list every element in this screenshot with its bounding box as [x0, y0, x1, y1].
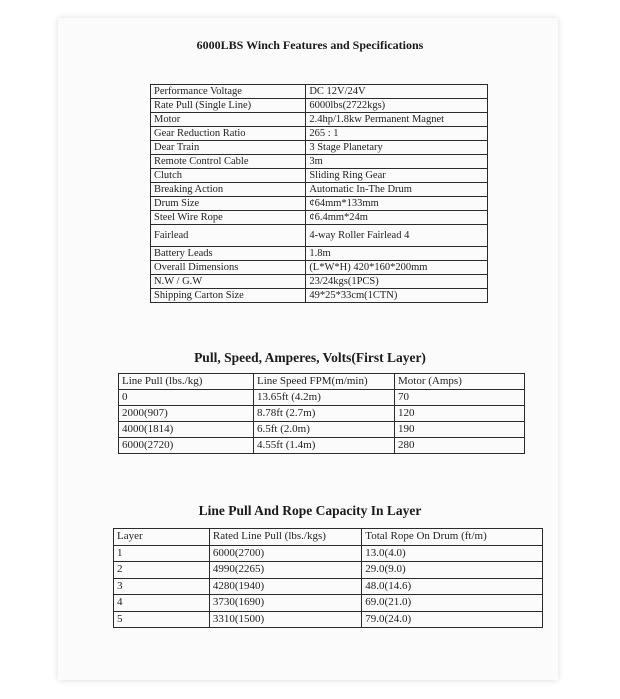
performance-row [119, 438, 525, 454]
spec-row [151, 127, 488, 141]
spec-row [151, 183, 488, 197]
performance-cell: 2000(907) [119, 406, 254, 422]
capacity-cell: 79.0(24.0) [362, 611, 543, 628]
performance-column-header: Line Speed FPM(m/min) [254, 374, 395, 390]
rope-capacity-table [113, 528, 543, 628]
spec-row [151, 289, 488, 303]
capacity-column-header: Layer [114, 529, 210, 546]
spec-row [151, 113, 488, 127]
spec-row [151, 169, 488, 183]
performance-header-row [119, 374, 525, 390]
performance-cell: 0 [119, 390, 254, 406]
performance-cell: 6.5ft (2.0m) [254, 422, 395, 438]
document-title: 6000LBS Winch Features and Specifications [196, 38, 424, 52]
spec-label: Fairlead [151, 225, 306, 247]
capacity-row [114, 611, 543, 628]
spec-value: 6000lbs(2722kgs) [306, 99, 488, 113]
capacity-row [114, 545, 543, 562]
performance-table-title: Pull, Speed, Amperes, Volts(First Layer) [194, 350, 426, 365]
capacity-column-header: Total Rope On Drum (ft/m) [362, 529, 543, 546]
capacity-row [114, 562, 543, 579]
spec-value: DC 12V/24V [306, 85, 488, 99]
spec-label: Dear Train [151, 141, 306, 155]
spec-value: 4-way Roller Fairlead 4 [306, 225, 488, 247]
spec-value: 49*25*33cm(1CTN) [306, 289, 488, 303]
capacity-header-row [114, 529, 543, 546]
capacity-column-header: Rated Line Pull (lbs./kgs) [209, 529, 361, 546]
capacity-cell: 4990(2265) [209, 562, 361, 579]
spec-value: 23/24kgs(1PCS) [306, 275, 488, 289]
capacity-cell: 1 [114, 545, 210, 562]
spec-row [151, 247, 488, 261]
performance-cell: 70 [395, 390, 525, 406]
spec-row [151, 197, 488, 211]
capacity-cell: 48.0(14.6) [362, 578, 543, 595]
spec-label: Gear Reduction Ratio [151, 127, 306, 141]
spec-value: 265 : 1 [306, 127, 488, 141]
capacity-table-title: Line Pull And Rope Capacity In Layer [198, 503, 422, 518]
spec-value: 3m [306, 155, 488, 169]
spec-value: 1.8m [306, 247, 488, 261]
performance-table [118, 373, 525, 454]
capacity-cell: 13.0(4.0) [362, 545, 543, 562]
spec-label: Shipping Carton Size [151, 289, 306, 303]
performance-row [119, 406, 525, 422]
spec-value: ȼ6.4mm*24m [306, 211, 488, 225]
spec-value: Automatic In-The Drum [306, 183, 488, 197]
spec-label: Clutch [151, 169, 306, 183]
spec-label: Battery Leads [151, 247, 306, 261]
performance-cell: 8.78ft (2.7m) [254, 406, 395, 422]
spec-value: Sliding Ring Gear [306, 169, 488, 183]
spec-label: Rate Pull (Single Line) [151, 99, 306, 113]
spec-row [151, 275, 488, 289]
performance-row [119, 422, 525, 438]
performance-column-header: Line Pull (lbs./kg) [119, 374, 254, 390]
spec-label: Performance Voltage [151, 85, 306, 99]
capacity-cell: 3730(1690) [209, 595, 361, 612]
capacity-cell: 6000(2700) [209, 545, 361, 562]
spec-row [151, 155, 488, 169]
spec-label: Motor [151, 113, 306, 127]
spec-row [151, 85, 488, 99]
capacity-cell: 2 [114, 562, 210, 579]
capacity-cell: 4 [114, 595, 210, 612]
spec-row [151, 99, 488, 113]
spec-label: Drum Size [151, 197, 306, 211]
performance-cell: 280 [395, 438, 525, 454]
performance-column-header: Motor (Amps) [395, 374, 525, 390]
spec-label: Steel Wire Rope [151, 211, 306, 225]
spec-row [151, 141, 488, 155]
capacity-cell: 5 [114, 611, 210, 628]
performance-cell: 120 [395, 406, 525, 422]
spec-row [151, 225, 488, 247]
spec-value: ȼ64mm*133mm [306, 197, 488, 211]
capacity-cell: 29.0(9.0) [362, 562, 543, 579]
capacity-row [114, 595, 543, 612]
performance-row [119, 390, 525, 406]
spec-row [151, 211, 488, 225]
performance-cell: 6000(2720) [119, 438, 254, 454]
spec-label: Remote Control Cable [151, 155, 306, 169]
capacity-cell: 4280(1940) [209, 578, 361, 595]
capacity-cell: 3 [114, 578, 210, 595]
spec-row [151, 261, 488, 275]
performance-cell: 13.65ft (4.2m) [254, 390, 395, 406]
spec-label: N.W / G.W [151, 275, 306, 289]
spec-value: 3 Stage Planetary [306, 141, 488, 155]
specifications-table [150, 84, 488, 303]
performance-cell: 4000(1814) [119, 422, 254, 438]
performance-cell: 4.55ft (1.4m) [254, 438, 395, 454]
spec-value: (L*W*H) 420*160*200mm [306, 261, 488, 275]
spec-value: 2.4hp/1.8kw Permanent Magnet [306, 113, 488, 127]
capacity-cell: 69.0(21.0) [362, 595, 543, 612]
capacity-cell: 3310(1500) [209, 611, 361, 628]
spec-label: Overall Dimensions [151, 261, 306, 275]
performance-cell: 190 [395, 422, 525, 438]
spec-label: Breaking Action [151, 183, 306, 197]
capacity-row [114, 578, 543, 595]
